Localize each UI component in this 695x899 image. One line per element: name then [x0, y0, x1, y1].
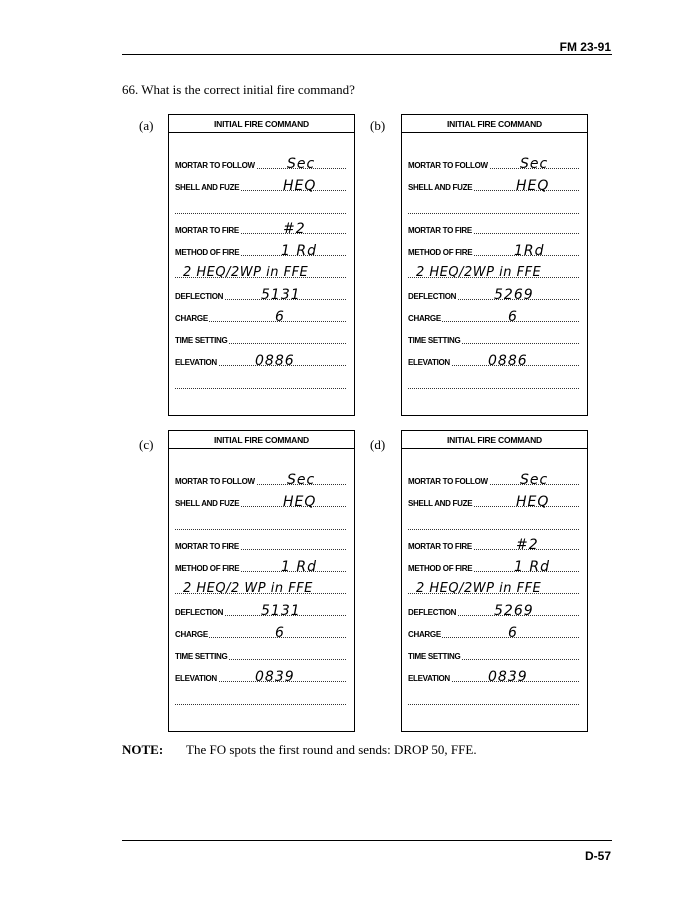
- choice-c-label: (c): [139, 437, 154, 452]
- blank-line: [408, 694, 579, 706]
- mortar-to-follow-handwriting: Sec: [520, 156, 549, 172]
- method-of-fire-handwriting: 1Rd: [514, 243, 545, 259]
- deflection-label: DEFLECTION: [408, 292, 457, 301]
- elevation-field: [408, 355, 579, 367]
- elevation-label: ELEVATION: [175, 674, 217, 683]
- charge-handwriting: 6: [508, 309, 518, 325]
- mortar-to-follow-handwriting: Sec: [287, 472, 316, 488]
- header-rule: [122, 54, 612, 55]
- shell-and-fuze-field: [408, 496, 579, 508]
- method-of-fire-label: METHOD OF FIRE: [175, 564, 240, 573]
- elevation-label: ELEVATION: [175, 358, 217, 367]
- mortar-to-fire-label: MORTAR TO FIRE: [408, 542, 472, 551]
- method-note-line: [175, 267, 346, 279]
- mortar-to-follow-field: [175, 158, 346, 170]
- method-of-fire-label: METHOD OF FIRE: [175, 248, 240, 257]
- mortar-to-follow-field: [408, 474, 579, 486]
- blank-line: [175, 203, 346, 215]
- elevation-handwriting: 0886: [488, 353, 528, 369]
- card-title: INITIAL FIRE COMMAND: [213, 119, 309, 129]
- charge-label: CHARGE: [408, 314, 441, 323]
- mortar-to-fire-handwriting: #2: [283, 221, 306, 237]
- shell-and-fuze-field: [175, 180, 346, 192]
- mortar-to-fire-field: [408, 539, 579, 551]
- fire-command-card-d: [401, 430, 588, 732]
- method-note-line: [408, 583, 579, 595]
- note-text: The FO spots the first round and sends: DROP 50, FFE.: [186, 742, 477, 757]
- title-divider: [402, 132, 587, 133]
- method-note-handwriting: 2 HEQ/2WP in FFE: [183, 265, 309, 280]
- method-of-fire-field: [175, 561, 346, 573]
- shell-and-fuze-handwriting: HEQ: [283, 178, 317, 194]
- elevation-field: [175, 671, 346, 683]
- choice-b-label: (b): [370, 118, 386, 133]
- mortar-to-fire-field: [408, 223, 579, 235]
- deflection-field: [175, 289, 346, 301]
- question-text: 66. What is the correct initial fire command?: [122, 82, 355, 97]
- charge-label: CHARGE: [408, 630, 441, 639]
- elevation-handwriting: 0839: [255, 669, 295, 685]
- blank-line: [175, 378, 346, 390]
- title-divider: [402, 448, 587, 449]
- method-of-fire-label: METHOD OF FIRE: [408, 248, 473, 257]
- shell-and-fuze-label: SHELL AND FUZE: [408, 183, 473, 192]
- shell-and-fuze-handwriting: HEQ: [283, 494, 317, 510]
- deflection-field: [175, 605, 346, 617]
- mortar-to-fire-label: MORTAR TO FIRE: [175, 226, 239, 235]
- time-setting-field: [175, 333, 346, 345]
- shell-and-fuze-label: SHELL AND FUZE: [408, 499, 473, 508]
- mortar-to-follow-handwriting: Sec: [287, 156, 316, 172]
- shell-and-fuze-field: [408, 180, 579, 192]
- method-of-fire-handwriting: 1 Rd: [514, 559, 550, 575]
- method-of-fire-handwriting: 1 Rd: [281, 243, 317, 259]
- blank-line: [408, 519, 579, 531]
- deflection-handwriting: 5131: [261, 287, 301, 303]
- footer-rule: [122, 840, 612, 841]
- blank-line: [175, 519, 346, 531]
- page-number: D-57: [584, 849, 611, 863]
- mortar-to-fire-field: [175, 223, 346, 235]
- time-setting-field: [408, 333, 579, 345]
- shell-and-fuze-label: SHELL AND FUZE: [175, 183, 240, 192]
- charge-field: [408, 627, 579, 639]
- manual-id: FM 23-91: [559, 40, 611, 54]
- mortar-to-follow-label: MORTAR TO FOLLOW: [175, 161, 255, 170]
- deflection-handwriting: 5269: [494, 603, 534, 619]
- elevation-label: ELEVATION: [408, 358, 450, 367]
- time-setting-label: TIME SETTING: [175, 336, 228, 345]
- deflection-label: DEFLECTION: [175, 292, 224, 301]
- charge-handwriting: 6: [275, 309, 285, 325]
- time-setting-label: TIME SETTING: [408, 652, 461, 661]
- mortar-to-fire-handwriting: #2: [516, 537, 539, 553]
- note: [122, 742, 477, 758]
- blank-line: [408, 378, 579, 390]
- fire-command-card-b: [401, 114, 588, 416]
- elevation-field: [175, 355, 346, 367]
- title-divider: [169, 132, 354, 133]
- mortar-to-follow-label: MORTAR TO FOLLOW: [175, 477, 255, 486]
- mortar-to-fire-label: MORTAR TO FIRE: [408, 226, 472, 235]
- mortar-to-fire-field: [175, 539, 346, 551]
- card-title: INITIAL FIRE COMMAND: [213, 435, 309, 445]
- charge-field: [175, 311, 346, 323]
- deflection-label: DEFLECTION: [408, 608, 457, 617]
- mortar-to-follow-label: MORTAR TO FOLLOW: [408, 161, 488, 170]
- shell-and-fuze-field: [175, 496, 346, 508]
- card-title: INITIAL FIRE COMMAND: [446, 435, 542, 445]
- choice-a-label: (a): [139, 118, 154, 133]
- deflection-handwriting: 5269: [494, 287, 534, 303]
- time-setting-field: [408, 649, 579, 661]
- charge-field: [408, 311, 579, 323]
- charge-handwriting: 6: [275, 625, 285, 641]
- charge-label: CHARGE: [175, 630, 208, 639]
- method-of-fire-label: METHOD OF FIRE: [408, 564, 473, 573]
- method-note-line: [175, 583, 346, 595]
- fire-command-card-a: [168, 114, 355, 416]
- elevation-field: [408, 671, 579, 683]
- elevation-handwriting: 0886: [255, 353, 295, 369]
- charge-label: CHARGE: [175, 314, 208, 323]
- blank-line: [175, 694, 346, 706]
- mortar-to-follow-field: [175, 474, 346, 486]
- mortar-to-follow-field: [408, 158, 579, 170]
- deflection-field: [408, 605, 579, 617]
- method-note-handwriting: 2 HEQ/2 WP in FFE: [183, 581, 313, 596]
- card-title: INITIAL FIRE COMMAND: [446, 119, 542, 129]
- method-of-fire-field: [408, 561, 579, 573]
- method-note-line: [408, 267, 579, 279]
- method-note-handwriting: 2 HEQ/2WP in FFE: [416, 581, 542, 596]
- time-setting-label: TIME SETTING: [175, 652, 228, 661]
- deflection-handwriting: 5131: [261, 603, 301, 619]
- elevation-label: ELEVATION: [408, 674, 450, 683]
- method-of-fire-field: [408, 245, 579, 257]
- time-setting-field: [175, 649, 346, 661]
- charge-handwriting: 6: [508, 625, 518, 641]
- shell-and-fuze-handwriting: HEQ: [516, 494, 550, 510]
- mortar-to-follow-label: MORTAR TO FOLLOW: [408, 477, 488, 486]
- title-divider: [169, 448, 354, 449]
- deflection-field: [408, 289, 579, 301]
- shell-and-fuze-label: SHELL AND FUZE: [175, 499, 240, 508]
- method-of-fire-field: [175, 245, 346, 257]
- shell-and-fuze-handwriting: HEQ: [516, 178, 550, 194]
- method-of-fire-handwriting: 1 Rd: [281, 559, 317, 575]
- elevation-handwriting: 0839: [488, 669, 528, 685]
- fire-command-card-c: [168, 430, 355, 732]
- method-note-handwriting: 2 HEQ/2WP in FFE: [416, 265, 542, 280]
- blank-line: [408, 203, 579, 215]
- note-label: NOTE:: [122, 742, 164, 757]
- choice-d-label: (d): [370, 437, 386, 452]
- charge-field: [175, 627, 346, 639]
- time-setting-label: TIME SETTING: [408, 336, 461, 345]
- mortar-to-fire-label: MORTAR TO FIRE: [175, 542, 239, 551]
- deflection-label: DEFLECTION: [175, 608, 224, 617]
- mortar-to-follow-handwriting: Sec: [520, 472, 549, 488]
